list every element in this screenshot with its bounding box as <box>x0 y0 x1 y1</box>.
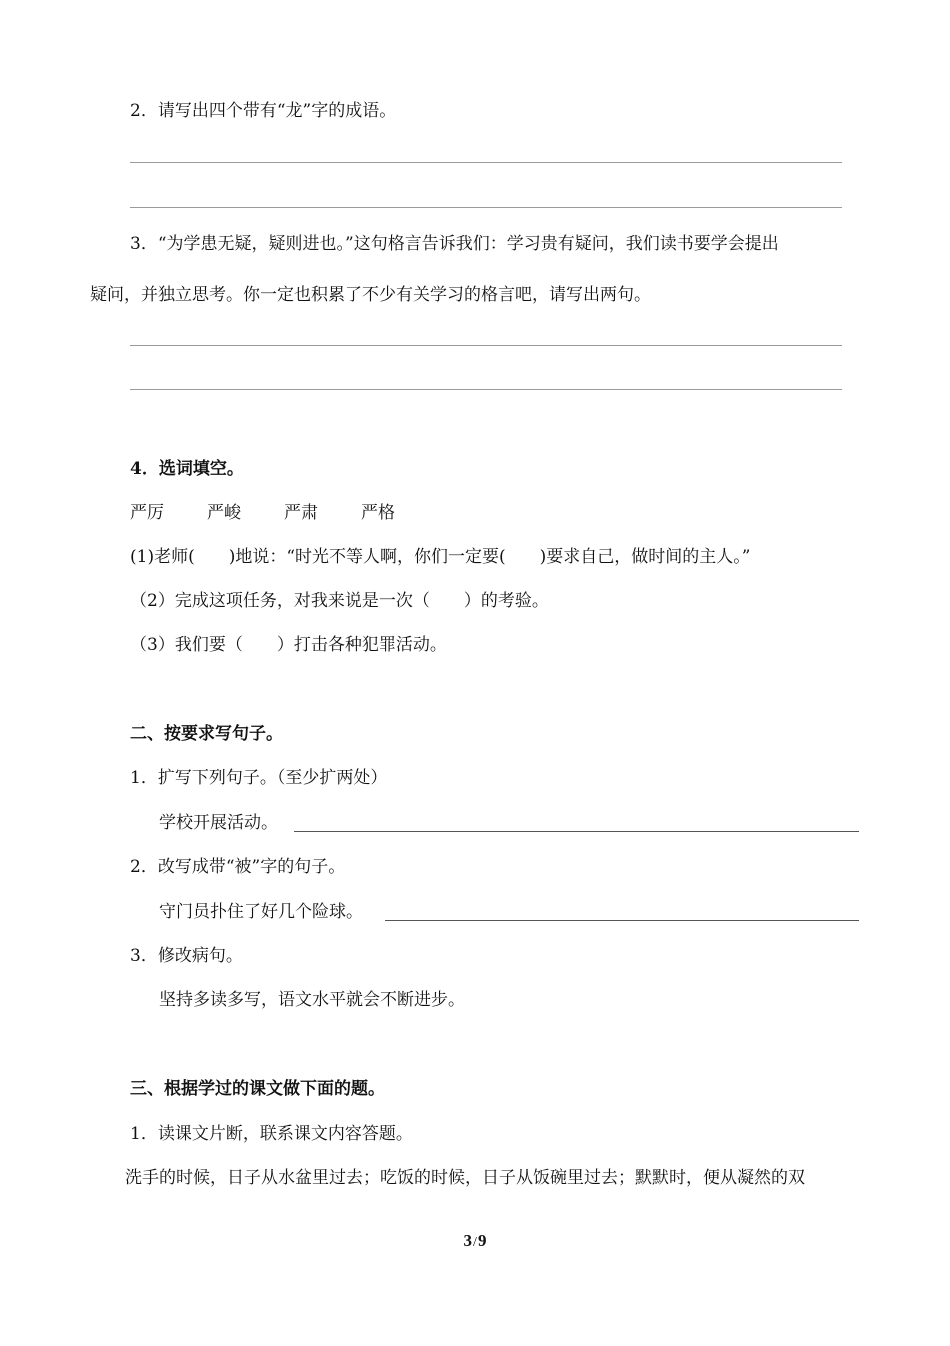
answer-line <box>130 345 842 346</box>
fill-blank-item: （3）我们要（ ）打击各种犯罪活动。 <box>130 635 447 655</box>
section-2-question-1: 1．扩写下列句子。（至少扩两处） <box>130 768 388 788</box>
answer-line <box>130 162 842 163</box>
section-2-question-3: 3．修改病句。 <box>130 946 243 966</box>
answer-line <box>294 831 859 832</box>
answer-line <box>385 920 859 921</box>
section-2-question-2: 2．改写成带“被”字的句子。 <box>130 857 346 877</box>
question-2-prompt: 2．请写出四个带有“龙”字的成语。 <box>130 101 397 121</box>
section-2-sentence-2: 守门员扑住了好几个险球。 <box>159 902 363 922</box>
word-choice: 严厉 <box>130 503 164 523</box>
section-3-question-1: 1．读课文片断，联系课文内容答题。 <box>130 1124 413 1144</box>
page-total: 9 <box>477 1231 487 1250</box>
reading-passage: 洗手的时候，日子从水盆里过去；吃饭的时候，日子从饭碗里过去；默默时，便从凝然的双 <box>125 1168 805 1188</box>
question-3-prompt: 3．“为学患无疑，疑则进也。”这句格言告诉我们：学习贵有疑问，我们读书要学会提出 <box>130 234 779 254</box>
question-4-title: 4．选词填空。 <box>130 459 244 479</box>
fill-blank-item: （2）完成这项任务，对我来说是一次（ ）的考验。 <box>130 591 549 611</box>
answer-line <box>130 207 842 208</box>
section-3-title: 三、根据学过的课文做下面的题。 <box>130 1079 385 1099</box>
fill-blank-item: (1)老师( )地说：“时光不等人啊，你们一定要( )要求自己，做时间的主人。” <box>130 547 751 567</box>
word-choice: 严肃 <box>284 503 318 523</box>
page-current: 3 <box>463 1231 473 1250</box>
section-2-sentence-1: 学校开展活动。 <box>159 813 278 833</box>
answer-line <box>130 389 842 390</box>
word-choice: 严峻 <box>207 503 241 523</box>
page-number <box>0 1232 950 1250</box>
section-2-title: 二、按要求写句子。 <box>130 724 283 744</box>
question-3-prompt-cont: 疑问，并独立思考。你一定也积累了不少有关学习的格言吧，请写出两句。 <box>90 285 651 305</box>
word-choice: 严格 <box>361 503 395 523</box>
section-2-sentence-3: 坚持多读多写，语文水平就会不断进步。 <box>159 990 465 1010</box>
page-separator: / <box>473 1235 477 1250</box>
